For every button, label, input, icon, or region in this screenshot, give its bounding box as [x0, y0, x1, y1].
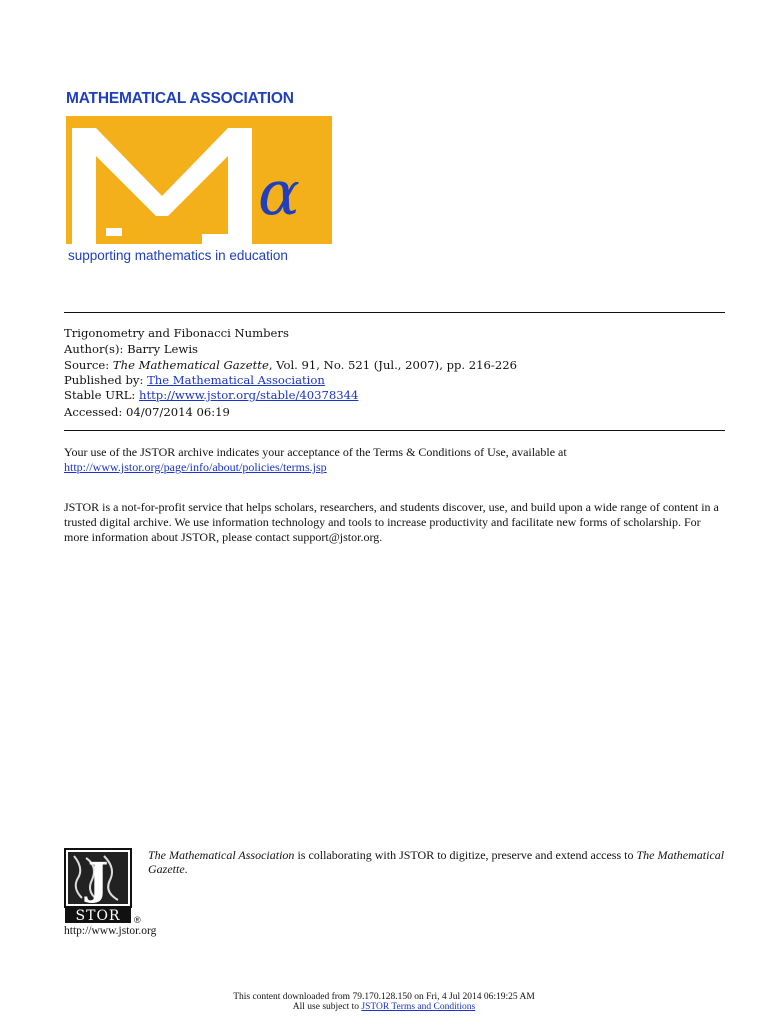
terms-text: Your use of the JSTOR archive indicates your acceptance of the Terms & Conditions of Use, available at	[64, 445, 567, 459]
top-divider	[64, 312, 725, 313]
use-notice	[0, 1002, 768, 1013]
ma-logo-mark	[66, 116, 332, 244]
author-label: Author(s):	[64, 342, 124, 356]
jstor-url[interactable]: http://www.jstor.org	[64, 925, 157, 937]
source-line	[64, 358, 517, 373]
author-name: Barry Lewis	[127, 342, 198, 356]
jstor-logo-text: STOR	[75, 908, 121, 924]
stable-url-link[interactable]: http://www.jstor.org/stable/40378344	[138, 388, 359, 402]
logo-alpha-glyph: α	[258, 156, 300, 229]
article-title-text: Trigonometry and Fibonacci Numbers	[64, 326, 289, 340]
terms-notice	[64, 445, 724, 475]
mathematical-association-logo	[64, 90, 334, 268]
jstor-logo-j: J	[87, 854, 109, 905]
jstor-logo	[64, 848, 132, 924]
jstor-about: JSTOR is a not-for-profit service that helps scholars, researchers, and students discover, use, and build upon a wide range of content in a trusted digital archive. We use information technology and tools to increase productivity and facilitate new forms of scholarship. For more information about JSTOR, please contact support@jstor.org.	[64, 500, 719, 544]
logo-tagline: supporting mathematics in education	[68, 248, 288, 263]
middle-divider	[64, 430, 725, 431]
registered-mark: ®	[134, 915, 141, 925]
stable-url-line	[64, 388, 358, 403]
collab-journal: The Mathematical Gazette	[148, 848, 725, 876]
accessed-label: Accessed:	[64, 405, 123, 419]
terms-conditions-link[interactable]: JSTOR Terms and Conditions	[361, 1002, 476, 1012]
logo-org-name: MATHEMATICAL ASSOCIATION	[66, 90, 294, 107]
use-prefix: All use subject to	[292, 1002, 362, 1012]
article-title	[64, 326, 289, 341]
author-line	[64, 342, 198, 357]
collaboration-statement	[148, 848, 728, 876]
stable-url-label: Stable URL:	[64, 388, 136, 402]
accessed-line	[64, 405, 230, 420]
collab-middle: is collaborating with JSTOR to digitize, preserve and extend access to	[294, 848, 637, 862]
source-journal: The Mathematical Gazette	[112, 358, 269, 372]
download-notice: This content downloaded from 79.170.128.150 on Fri, 4 Jul 2014 06:19:25 AM	[233, 992, 535, 1002]
source-label: Source:	[64, 358, 110, 372]
collab-end: .	[184, 862, 188, 876]
publisher-link[interactable]: The Mathematical Association	[147, 373, 325, 387]
publisher-line	[64, 373, 325, 388]
source-details: , Vol. 91, No. 521 (Jul., 2007), pp. 216-226	[268, 358, 517, 372]
collab-org: The Mathematical Association	[148, 848, 295, 862]
accessed-date: 04/07/2014 06:19	[126, 405, 230, 419]
publisher-label: Published by:	[64, 373, 144, 387]
terms-url-link[interactable]: http://www.jstor.org/page/info/about/policies/terms.jsp	[64, 460, 327, 474]
